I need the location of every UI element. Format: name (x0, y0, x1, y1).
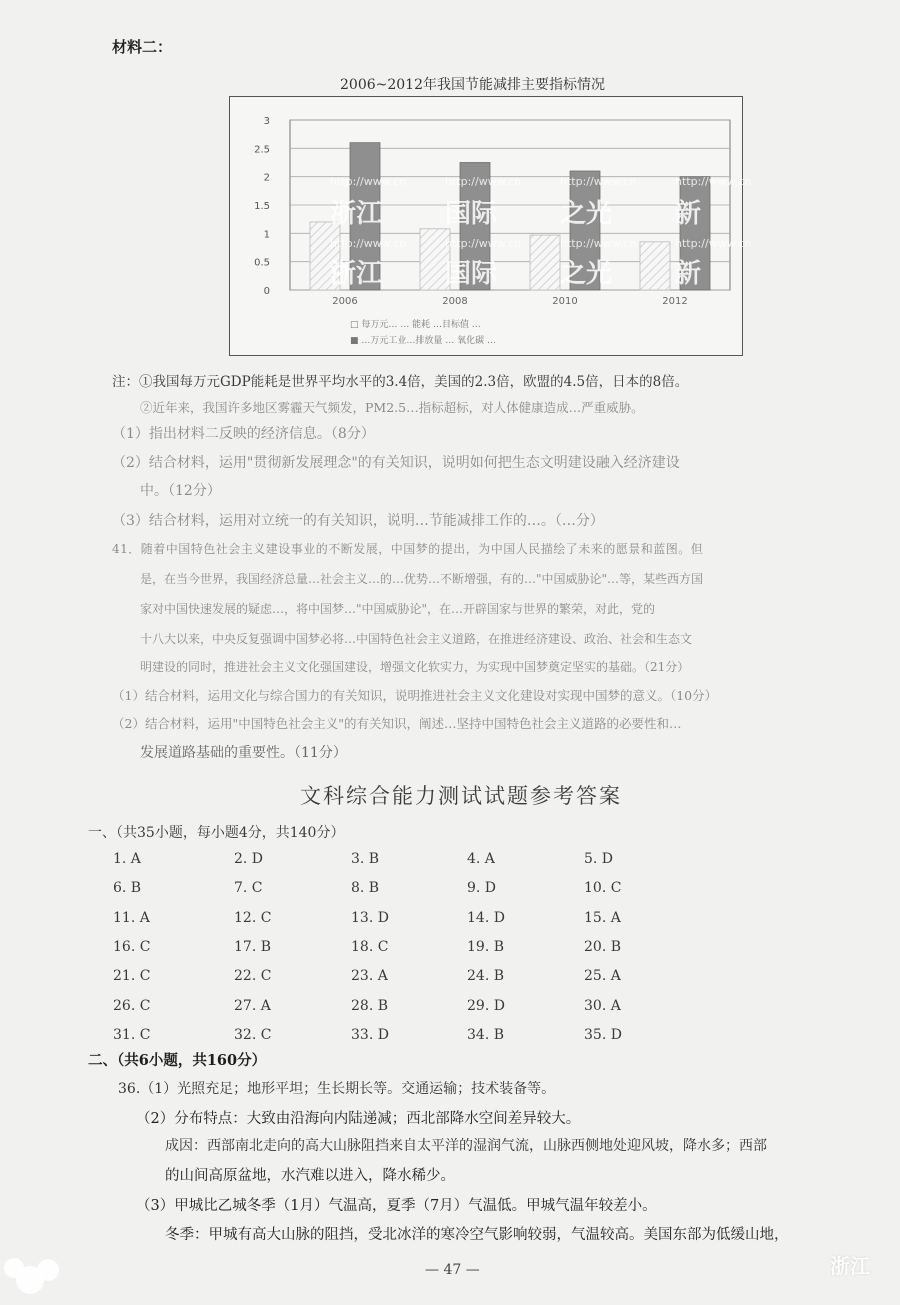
question-41-line-4: 十八大以来，中央反复强调中国梦必将…中国特色社会主义道路，在推进经济建设、政治、社会和生态文 (140, 632, 693, 646)
note-line-1: 注：①我国每万元GDP能耗是世界平均水平的3.4倍，美国的2.3倍，欧盟的4.5倍，日本的8倍。 (112, 374, 689, 390)
answer-item: 33. D (351, 1026, 389, 1043)
watermark-word: 新 (675, 259, 702, 289)
question-40-2a: （2）结合材料，运用"贯彻新发展理念"的有关知识，说明如何把生态文明建设融入经济建设 (112, 455, 680, 471)
answer-item: 9. D (467, 880, 497, 897)
question-41-line-5: 明建设的同时，推进社会主义文化强国建设，增强文化软实力，为实现中国梦奠定坚实的基础。（21分） (140, 660, 690, 674)
answer-item: 5. D (584, 851, 614, 867)
answer-item: 10. C (584, 880, 622, 897)
answer-item: 23. A (351, 968, 388, 985)
y-tick-label: 3 (263, 116, 270, 127)
answer-item: 24. B (467, 968, 505, 985)
x-tick-label: 2012 (662, 296, 688, 307)
answer-item: 1. A (113, 851, 141, 867)
question-41-2b: 发展道路基础的重要性。（11分） (140, 745, 347, 761)
answer-item: 28. B (351, 997, 389, 1014)
answer-item: 29. D (467, 997, 505, 1014)
answer-36-1: 36.（1）光照充足；地形平坦；生长期长等。交通运输；技术装备等。 (118, 1081, 556, 1097)
bar-2012-series-1 (640, 242, 670, 290)
watermark-word: 浙江 (330, 199, 383, 229)
answer-item: 26. C (113, 997, 151, 1014)
answer-item: 27. A (234, 997, 271, 1014)
answer-36-3: （3）甲城比乙城冬季（1月）气温高，夏季（7月）气温低。甲城气温年较差小。 (136, 1198, 657, 1214)
watermark-word: 浙江 (330, 259, 383, 289)
question-40-3: （3）结合材料，运用对立统一的有关知识，说明…节能减排工作的…。（…分） (112, 513, 604, 529)
answer-item: 3. B (351, 851, 380, 867)
chart-canvas (230, 97, 752, 355)
watermark-word: 新 (675, 199, 702, 229)
answer-item: 34. B (467, 1026, 505, 1043)
answer-item: 18. C (351, 938, 389, 955)
section-2-title: 二、（共6小题，共160分） (88, 1052, 267, 1069)
answer-item: 32. C (234, 1026, 272, 1043)
answer-item: 7. C (234, 880, 263, 897)
watermark-url: http://www.cn (675, 175, 752, 188)
y-axis-ticks (254, 116, 270, 297)
legend-line-2: ■ …万元工业…排放量 … 氧化碳 … (350, 336, 496, 346)
y-tick-label: 0 (263, 286, 270, 297)
corner-watermark: 浙江 (830, 1254, 870, 1278)
y-tick-label: 1.5 (254, 201, 270, 212)
question-41-line-2: 是，在当今世界，我国经济总量…社会主义…的…优势…不断增强，有的…"中国威胁论"…等，某些西方国 (140, 572, 704, 586)
answer-item: 13. D (351, 909, 389, 926)
watermark-url: http://www.cn (445, 175, 522, 188)
question-41-line-1: 41．随着中国特色社会主义建设事业的不断发展，中国梦的提出，为中国人民描绘了未来的愿景和蓝图。但 (112, 542, 704, 556)
answer-item: 31. C (113, 1026, 151, 1043)
y-tick-label: 1 (263, 229, 270, 241)
answer-item: 25. A (584, 968, 621, 985)
question-41-line-3: 家对中国快速发展的疑虑…，将中国梦…"中国威胁论"，在…开辟国家与世界的繁荣，对此，党的 (140, 602, 656, 616)
bar-chart (229, 96, 752, 356)
section-1-title: 一、（共35小题，每小题4分，共140分） (88, 825, 345, 841)
x-tick-label: 2010 (552, 296, 578, 307)
answer-item: 11. A (113, 909, 150, 926)
answer-36-3b: 冬季：甲城有高大山脉的阻挡，受北冰洋的寒冷空气影响较弱，气温较高。美国东部为低缓山地， (165, 1227, 789, 1243)
answers-heading: 文科综合能力测试试题参考答案 (300, 784, 622, 808)
x-tick-label: 2008 (442, 296, 468, 307)
answer-36-2b: 成因：西部南北走向的高大山脉阻挡来自太平洋的湿润气流，山脉西侧地处迎风坡，降水多；西部 (165, 1138, 767, 1154)
answer-item: 19. B (467, 938, 505, 955)
watermark-url: http://www.cn (560, 237, 637, 250)
watermark-url: http://www.cn (445, 237, 522, 250)
watermark-url: http://www.cn (330, 237, 407, 250)
note-line-2: ②近年来，我国许多地区雾霾天气频发，PM2.5…指标超标，对人体健康造成…严重威胁。 (140, 400, 644, 415)
question-40-2b: 中。（12分） (140, 483, 221, 499)
answer-item: 4. A (467, 851, 495, 867)
watermark-word: 国际 (445, 259, 498, 289)
y-tick-label: 2.5 (254, 144, 270, 156)
answer-item: 21. C (113, 968, 151, 985)
answer-item: 20. B (584, 938, 622, 955)
chart-title: 2006~2012年我国节能减排主要指标情况 (340, 77, 605, 93)
answer-36-2: （2）分布特点：大致由沿海向内陆递减；西北部降水空间差异较大。 (136, 1111, 581, 1127)
answer-item: 16. C (113, 938, 151, 955)
answer-item: 22. C (234, 968, 272, 985)
answer-item: 6. B (113, 880, 142, 897)
watermark-word: 之光 (560, 199, 613, 229)
question-40-1: （1）指出材料二反映的经济信息。（8分） (112, 426, 375, 442)
watermark-url: http://www.cn (675, 237, 752, 250)
answer-36-2c: 的山间高原盆地，水汽难以进入，降水稀少。 (165, 1168, 455, 1184)
watermark-url: http://www.cn (560, 175, 637, 188)
question-41-2a: （2）结合材料，运用"中国特色社会主义"的有关知识，阐述…坚持中国特色社会主义道路的必要性和… (112, 716, 682, 731)
answer-item: 2. D (234, 851, 264, 867)
answer-item: 35. D (584, 1026, 622, 1043)
x-axis-ticks (332, 296, 687, 307)
page-number: — 47 — (425, 1262, 480, 1278)
x-tick-label: 2006 (332, 296, 358, 307)
watermark-word: 国际 (445, 199, 498, 229)
watermark-word: 之光 (560, 259, 613, 289)
answer-item: 14. D (467, 909, 505, 926)
answer-item: 17. B (234, 938, 272, 955)
material-label: 材料二： (112, 38, 173, 56)
y-tick-label: 0.5 (254, 257, 270, 269)
bar-2010-series-1 (530, 235, 560, 290)
answer-item: 12. C (234, 909, 272, 926)
legend-line-1: □ 每万元… … 能耗 …目标值 … (350, 320, 481, 330)
answer-item: 8. B (351, 880, 380, 897)
watermark-url: http://www.cn (330, 175, 407, 188)
question-41-1: （1）结合材料，运用文化与综合国力的有关知识，说明推进社会主义文化建设对实现中国梦的意义。（10分） (112, 688, 718, 703)
y-tick-label: 2 (263, 172, 270, 184)
answer-item: 15. A (584, 909, 621, 926)
answer-item: 30. A (584, 997, 621, 1014)
flower-logo-icon (0, 1240, 120, 1301)
